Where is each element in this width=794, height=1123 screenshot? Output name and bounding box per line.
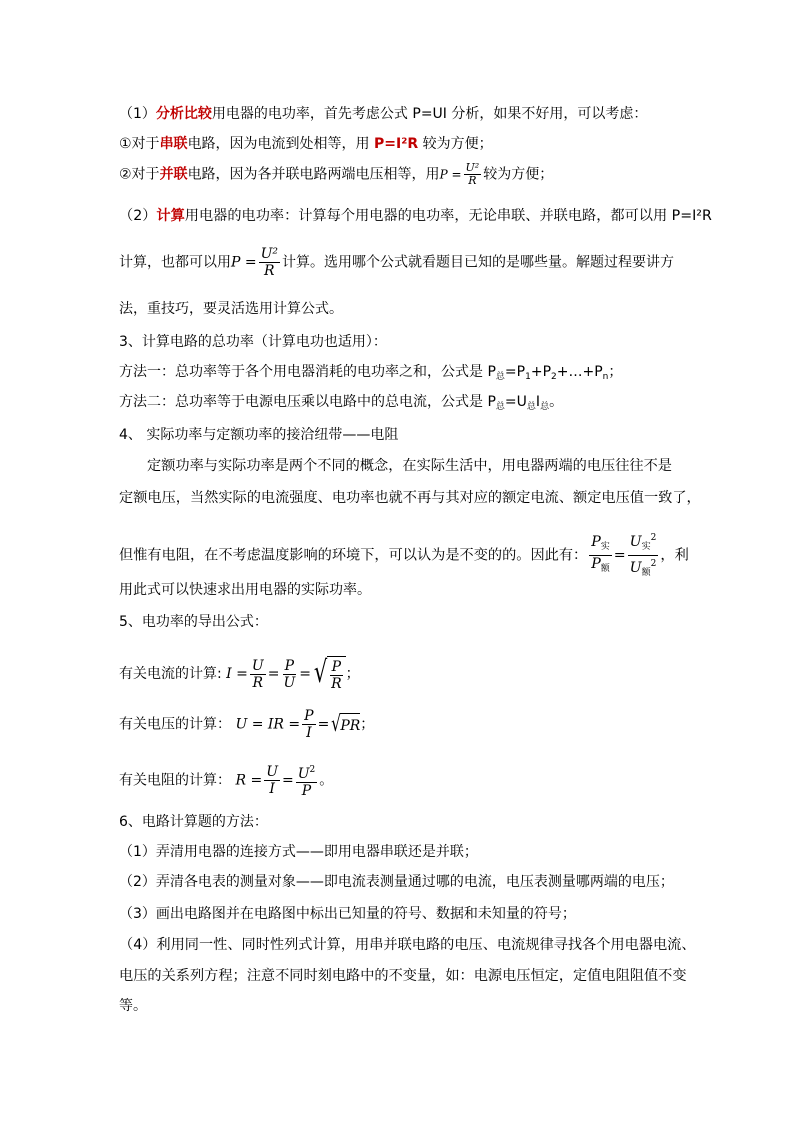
sqrt-icon xyxy=(329,713,360,737)
formula-resistance xyxy=(119,762,333,799)
equals-sign: = xyxy=(317,716,330,733)
para-text: I xyxy=(535,394,541,410)
frac-num: U² xyxy=(260,246,279,262)
frac-num: $U^2$ xyxy=(296,762,318,783)
para-calculate xyxy=(119,206,712,226)
para-text: 较为方便； xyxy=(418,136,493,152)
frac xyxy=(281,658,297,691)
equals-sign: = xyxy=(299,666,311,682)
subscript: 1 xyxy=(525,372,531,382)
superscript: 2 xyxy=(309,765,316,775)
para-resistance-ratio xyxy=(119,530,689,581)
para-text: 较为方便； xyxy=(483,166,554,183)
symbol: P xyxy=(591,556,601,572)
subscript: 总 xyxy=(526,402,536,412)
section-heading-6: 6、电路计算题的方法： xyxy=(119,814,268,830)
para-text: 方法一：总功率等于各个用电器消耗的电功率之和，公式是 P xyxy=(119,364,496,380)
frac xyxy=(329,659,344,692)
subscript: 2 xyxy=(551,372,557,382)
frac-den: U xyxy=(283,674,296,691)
frac xyxy=(302,708,315,741)
para-text: 定额功率与实际功率是两个不同的概念，在实际生活中，用电器两端的电压往往不是 xyxy=(147,458,672,474)
para-text: 电路，因为各并联电路两端电压相等，用 xyxy=(187,166,440,183)
highlight-keyword: 分析比较 xyxy=(155,106,212,122)
radicand: PR xyxy=(340,713,360,737)
method-one xyxy=(119,362,622,387)
para-text: 用电器的电功率：计算每个用电器的电功率，无论串联、并联电路，都可以用 P=I²R xyxy=(184,208,712,224)
radical-sign: √ xyxy=(331,711,342,737)
para-text: =U xyxy=(504,394,527,410)
para-series xyxy=(119,134,493,154)
para-text: 计算，也都可以用 xyxy=(119,254,231,271)
superscript: 2 xyxy=(650,533,657,543)
para-text: 但惟有电阻，在不考虑温度影响的环境下，可以认为是不变的的。因此有： xyxy=(119,547,588,564)
formula-lhs: P = xyxy=(231,254,257,271)
para-text: +…+P xyxy=(556,364,603,380)
formula-u2-over-r xyxy=(259,246,280,279)
formula-power-ratio xyxy=(589,534,612,577)
list-item-cont: 等。 xyxy=(119,998,147,1014)
frac-num: P xyxy=(284,657,295,674)
para-text: ； xyxy=(608,364,623,380)
formula-body: R = xyxy=(235,772,263,789)
frac-den xyxy=(628,556,659,581)
subscript: 总 xyxy=(495,402,505,412)
para-text: 电路，因为电流到处相等，用 xyxy=(187,136,375,152)
equals-sign: = xyxy=(282,772,294,789)
radicand xyxy=(327,656,346,692)
subscript: 总 xyxy=(495,372,505,382)
formula-power-i2r: P=I²R xyxy=(374,136,419,152)
para-text: 。 xyxy=(549,394,564,410)
symbol: P xyxy=(591,534,601,550)
frac-den: I xyxy=(269,781,275,797)
list-item-cont: 电压的关系列方程；注意不同时刻电路中的不变量，如：电源电压恒定，定值电阻阻值不变 xyxy=(119,968,687,984)
frac-num xyxy=(628,530,659,556)
frac-den: I xyxy=(306,725,312,741)
formula-u2-over-r xyxy=(464,162,482,187)
formula-voltage-ratio xyxy=(628,530,659,581)
frac-den xyxy=(589,556,612,577)
highlight-keyword: 计算 xyxy=(156,208,185,224)
section-heading-4: 4、 实际功率与定额功率的接洽纽带——电阻 xyxy=(119,427,399,443)
para-text: 用此式可以快速求出用电器的实际功率。 xyxy=(119,582,371,598)
para-text: 计算。选用哪个公式就看题目已知的是哪些量。解题过程要讲方 xyxy=(282,254,675,271)
highlight-keyword: 串联 xyxy=(159,136,188,152)
list-item: （4）利用同一性、同时性列式计算，用串并联电路的电压、电流规律寻找各个用电器电流、 xyxy=(119,937,696,953)
list-item: （3）画出电路图并在电路图中标出已知量的符号、数据和未知量的符号； xyxy=(119,906,576,922)
frac-num: P xyxy=(331,659,342,675)
symbol: U xyxy=(629,534,642,550)
para-text: =P xyxy=(504,364,526,380)
subscript: 实 xyxy=(641,542,651,552)
formula-label: 有关电阻的计算： xyxy=(119,772,231,789)
para-text: ，利 xyxy=(660,547,689,564)
formula-current xyxy=(119,656,360,692)
frac xyxy=(264,764,280,797)
subscript: n xyxy=(602,372,609,382)
frac-num: P xyxy=(304,708,314,724)
para-text: ； xyxy=(360,716,375,733)
frac-num: U xyxy=(266,764,278,780)
para-text: ①对于 xyxy=(119,136,160,152)
item-number: （2） xyxy=(119,208,157,224)
formula-voltage xyxy=(119,708,374,741)
para-text: 法，重技巧，要灵活选用计算公式。 xyxy=(119,301,343,317)
equals-sign: = xyxy=(613,547,626,564)
list-item: （1）弄清用电器的连接方式——即用电器串联还是并联； xyxy=(119,844,478,860)
superscript: 2 xyxy=(650,559,657,569)
formula-body: U = IR = xyxy=(235,716,301,733)
subscript: 额 xyxy=(600,564,610,574)
para-text: ②对于 xyxy=(119,166,160,183)
frac-den: R xyxy=(331,676,342,692)
radical-sign: √ xyxy=(313,655,328,690)
subscript: 总 xyxy=(540,402,550,412)
frac-num: U xyxy=(251,657,264,674)
section-heading-3: 3、计算电路的总功率（计算电功也适用）： xyxy=(119,334,387,350)
frac-num: U² xyxy=(465,161,480,174)
section-heading-5: 5、电功率的导出公式： xyxy=(119,614,268,630)
formula-label: 有关电流的计算: xyxy=(119,666,222,682)
equals-sign: = xyxy=(267,666,280,682)
sqrt-icon xyxy=(311,656,346,692)
frac-den: R xyxy=(468,174,477,187)
frac-den: R xyxy=(252,674,264,691)
highlight-keyword: 并联 xyxy=(159,166,188,183)
subscript: 实 xyxy=(600,542,610,552)
para-analyze-compare xyxy=(119,104,647,124)
item-number: （1） xyxy=(119,106,156,122)
formula-body: I = xyxy=(226,666,248,682)
method-two xyxy=(119,392,563,417)
symbol: U xyxy=(629,560,642,576)
frac-num xyxy=(589,534,612,556)
frac-den: P xyxy=(301,783,312,799)
frac-den: R xyxy=(264,263,275,279)
para-text: 定额电压，当然实际的电流强度、电功率也就不再与其对应的额定电流、额定电压值一致了， xyxy=(119,490,701,506)
frac xyxy=(250,658,266,691)
para-text: ； xyxy=(345,666,360,682)
para-parallel xyxy=(119,162,553,187)
list-item: （2）弄清各电表的测量对象——即电流表测量通过哪的电流，电压表测量哪两端的电压； xyxy=(119,874,674,890)
para-text: 。 xyxy=(319,772,334,789)
subscript: 额 xyxy=(641,568,651,578)
para-text: +P xyxy=(530,364,552,380)
para-text: 用电器的电功率，首先考虑公式 P=UI 分析，如果不好用，可以考虑： xyxy=(211,106,648,122)
formula-lhs: P = xyxy=(439,167,462,182)
formula-label: 有关电压的计算： xyxy=(119,716,231,733)
para-text: 方法二：总功率等于电源电压乘以电路中的总电流，公式是 P xyxy=(119,394,496,410)
frac xyxy=(296,762,318,799)
para-calculate-cont xyxy=(119,246,674,279)
